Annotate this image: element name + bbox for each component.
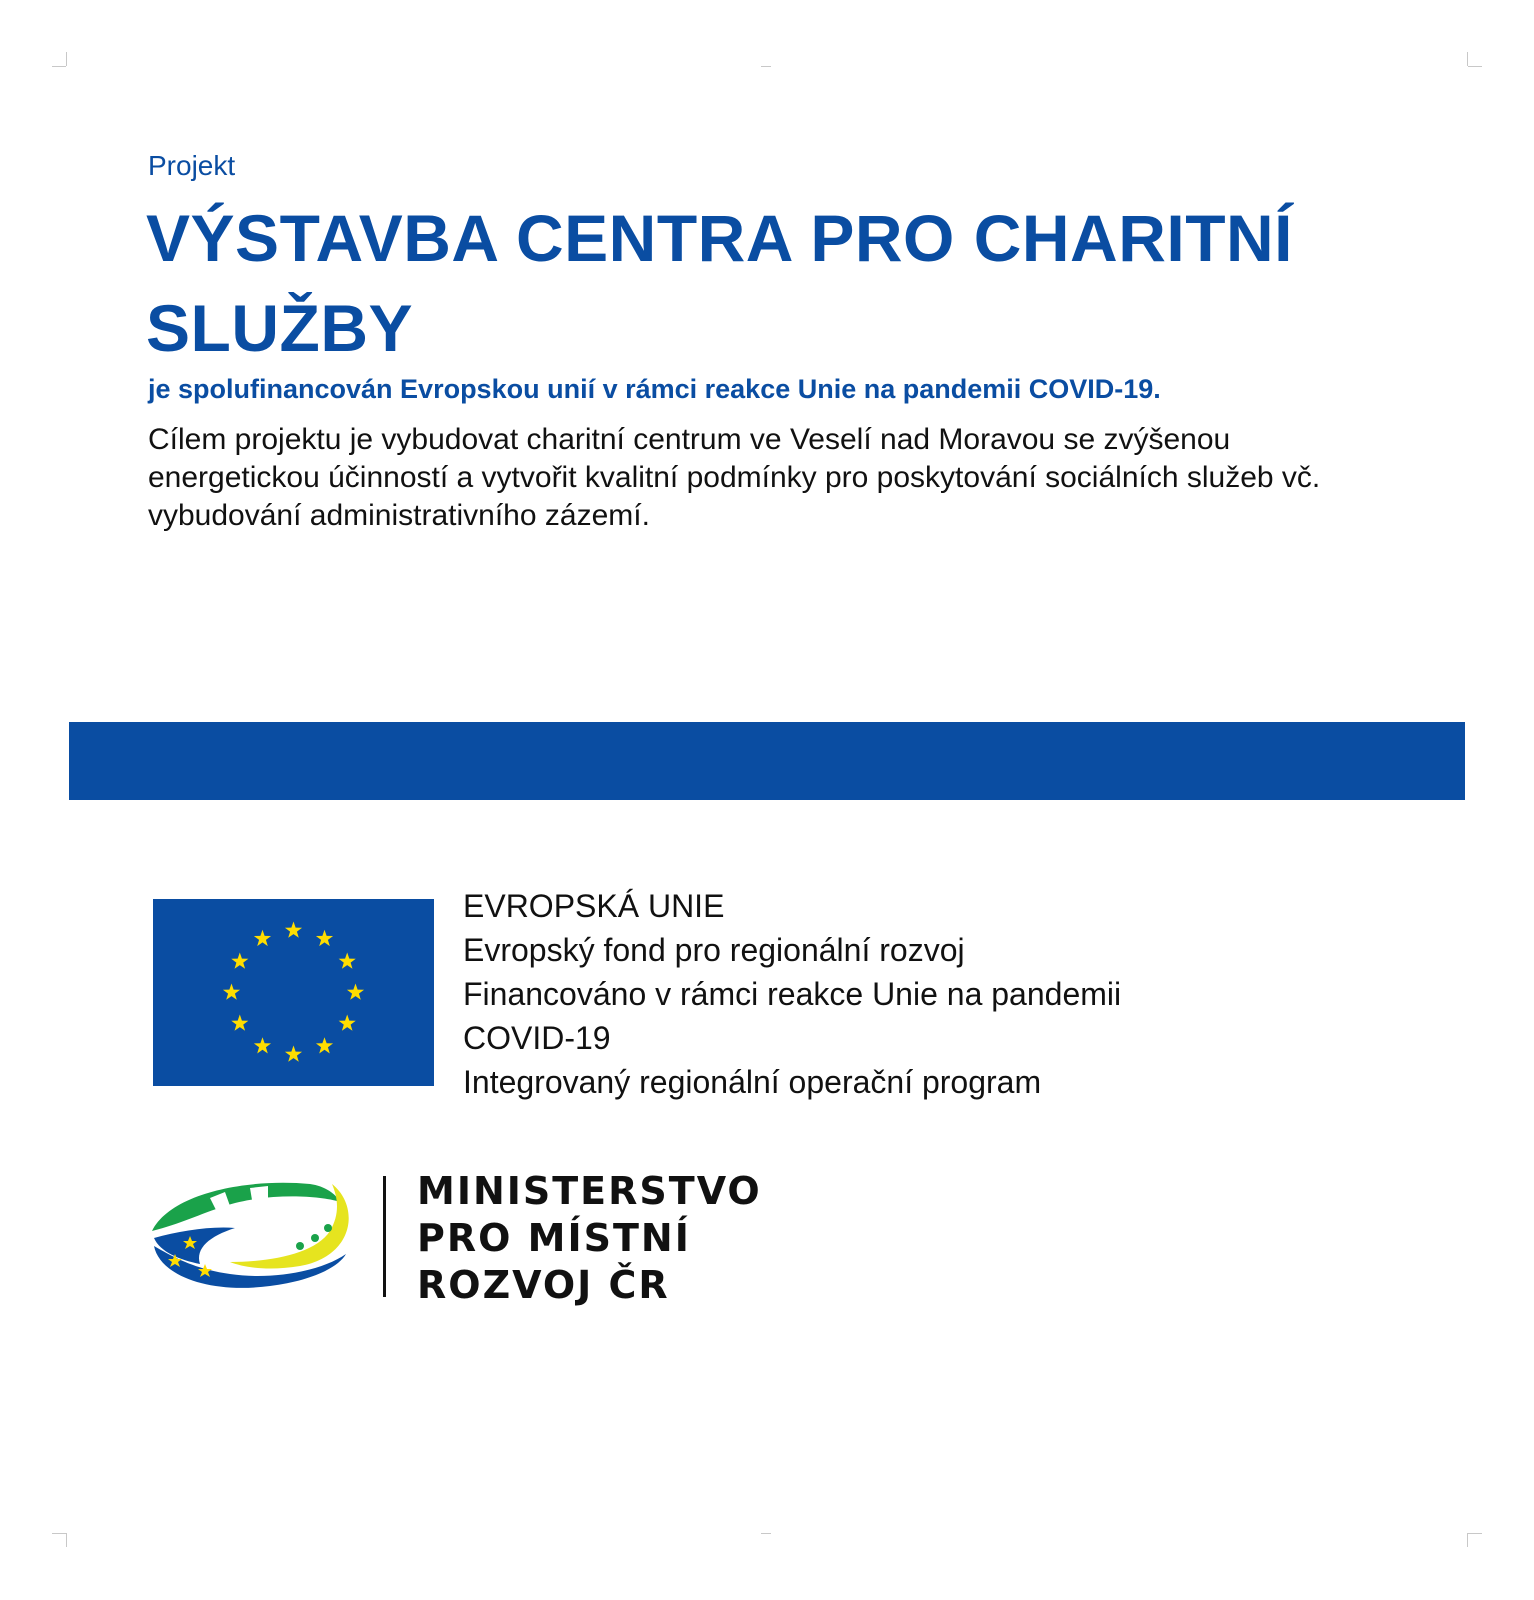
crop-mark: [66, 52, 67, 66]
ministry-name-line: PRO MÍSTNÍ: [417, 1216, 691, 1260]
crop-mark: [1467, 52, 1468, 66]
blue-band: [69, 722, 1465, 800]
crop-mark: [52, 1533, 66, 1534]
ministry-name: [417, 1168, 762, 1309]
project-label: Projekt: [148, 150, 236, 181]
eu-funding-text: [463, 884, 1121, 1104]
project-title: VÝSTAVBA CENTRA PRO CHARITNÍ SLUŽBY: [146, 201, 1294, 365]
crop-mark: [1468, 1533, 1482, 1534]
ministry-name-line: MINISTERSTVO: [417, 1169, 762, 1213]
crop-mark: [761, 1533, 771, 1534]
mmr-logo-icon: [150, 1176, 356, 1292]
crop-mark: [1467, 1533, 1468, 1547]
eu-text-line: Integrovaný regionální operační program: [463, 1064, 1042, 1100]
ministry-name-line: ROZVOJ ČR: [417, 1263, 670, 1307]
eu-text-line: Evropský fond pro regionální rozvoj: [463, 932, 965, 968]
ministry-divider: [383, 1176, 386, 1297]
crop-mark: [1468, 66, 1482, 67]
project-description: Cílem projektu je vybudovat charitní centrum ve Veselí nad Moravou se zvýšenou energetickou účinností a vytvořit kvalitní podmínky pro poskytování sociálních služeb vč. vybudování administrativního zázemí.: [148, 423, 1321, 532]
eu-flag-icon: [153, 899, 434, 1086]
project-subtitle: je spolufinancován Evropskou unií v rámci reakce Unie na pandemii COVID-19.: [148, 374, 1161, 404]
eu-text-line: Financováno v rámci reakce Unie na pandemii: [463, 976, 1122, 1012]
crop-mark: [52, 66, 66, 67]
eu-text-line: EVROPSKÁ UNIE: [463, 888, 725, 924]
crop-mark: [66, 1533, 67, 1547]
eu-text-line: COVID-19: [463, 1020, 611, 1056]
crop-mark: [761, 66, 771, 67]
